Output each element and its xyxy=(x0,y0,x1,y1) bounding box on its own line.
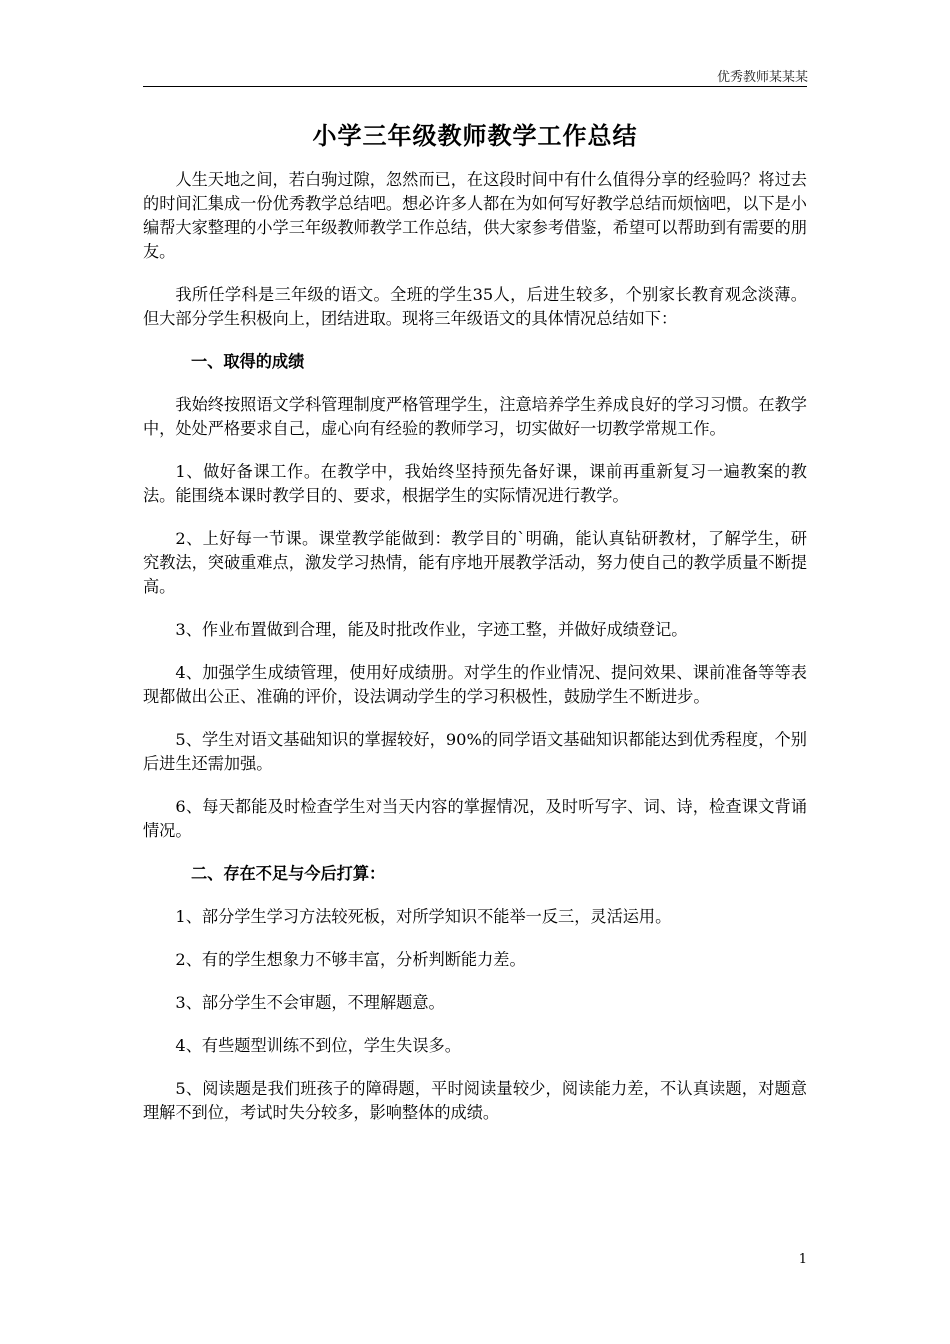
shortcomings-item-1: 1、部分学生学习方法较死板，对所学知识不能举一反三，灵活运用。 xyxy=(175,907,672,926)
achievements-item-1: 1、做好备课工作。在教学中，我始终坚持预先备好课，课前再重新复习一遍教案的教法。能围绕本课时教学目的、要求，根据学生的实际情况进行教学。 xyxy=(143,462,807,505)
section-heading-achievements: 一、取得的成绩 xyxy=(191,352,305,371)
shortcomings-item-5: 5、阅读题是我们班孩子的障碍题，平时阅读量较少，阅读能力差，不认真读题，对题意理解不到位，考试时失分较多，影响整体的成绩。 xyxy=(143,1079,807,1122)
shortcomings-item-2: 2、有的学生想象力不够丰富，分析判断能力差。 xyxy=(175,950,526,969)
intro-paragraph-1: 人生天地之间，若白驹过隙，忽然而已，在这段时间中有什么值得分享的经验吗？将过去的时间汇集成一份优秀教学总结吧。想必许多人都在为如何写好教学总结而烦恼吧，以下是小编帮大家整理的小学三年级教师教学工作总结，供大家参考借鉴，希望可以帮助到有需要的朋友。 xyxy=(143,170,807,261)
achievements-paragraph: 我始终按照语文学科管理制度严格管理学生，注意培养学生养成良好的学习习惯。在教学中，处处严格要求自己，虚心向有经验的教师学习，切实做好一切教学常规工作。 xyxy=(143,395,807,438)
achievements-item-5: 5、学生对语文基础知识的掌握较好，90%的同学语文基础知识都能达到优秀程度，个别后进生还需加强。 xyxy=(143,730,807,773)
section-heading-shortcomings: 二、存在不足与今后打算： xyxy=(191,864,386,883)
header-rule xyxy=(143,86,807,87)
achievements-item-6: 6、每天都能及时检查学生对当天内容的掌握情况，及时听写字、词、诗，检查课文背诵情况。 xyxy=(143,797,807,840)
document-title: 小学三年级教师教学工作总结 xyxy=(312,121,638,150)
achievements-item-4: 4、加强学生成绩管理，使用好成绩册。对学生的作业情况、提问效果、课前准备等等表现都做出公正、准确的评价，设法调动学生的学习积极性，鼓励学生不断进步。 xyxy=(143,663,807,706)
achievements-item-2: 2、上好每一节课。课堂教学能做到：教学目的`明确，能认真钻研教材，了解学生，研究教法，突破重难点，激发学习热情，能有序地开展教学活动，努力使自己的教学质量不断提高。 xyxy=(143,529,807,596)
shortcomings-item-3: 3、部分学生不会审题，不理解题意。 xyxy=(175,993,445,1012)
page-header-author: 优秀教师某某某 xyxy=(716,70,808,85)
document-body xyxy=(143,168,807,1144)
shortcomings-item-4: 4、有些题型训练不到位，学生失误多。 xyxy=(175,1036,461,1055)
page-number: 1 xyxy=(798,1252,807,1267)
intro-paragraph-2: 我所任学科是三年级的语文。全班的学生35人，后进生较多，个别家长教育观念淡薄。但大部分学生积极向上，团结进取。现将三年级语文的具体情况总结如下： xyxy=(143,285,807,328)
achievements-item-3: 3、作业布置做到合理，能及时批改作业，字迹工整，并做好成绩登记。 xyxy=(175,620,688,639)
